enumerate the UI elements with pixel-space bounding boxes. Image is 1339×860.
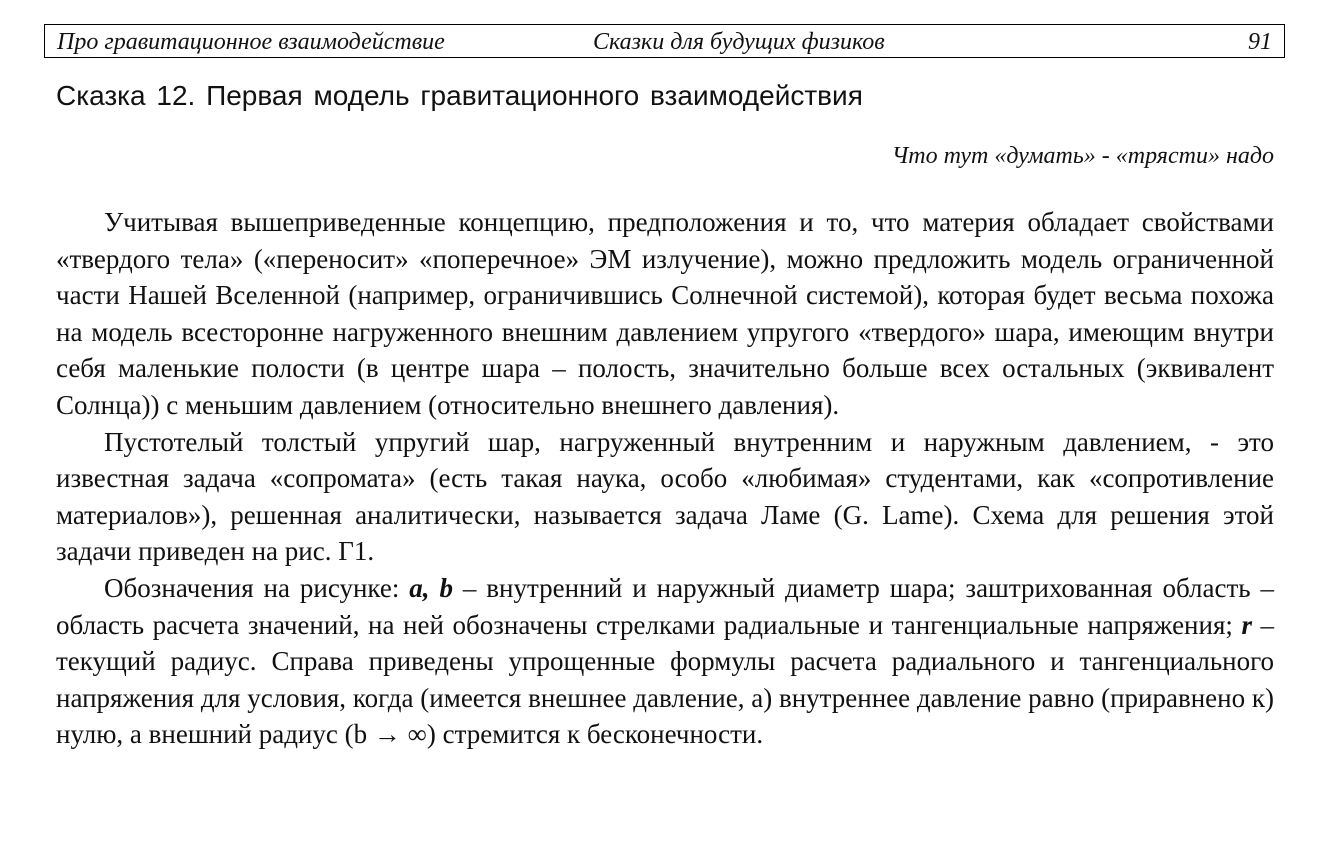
chapter-title: Сказка 12. Первая модель гравитационного взаимодействия: [56, 80, 863, 111]
variable-a: a,: [409, 572, 430, 603]
paragraph-3-space: [430, 573, 440, 603]
body-text: [56, 204, 1274, 753]
paragraph-3-lead: Обозначения на рисунке:: [104, 572, 410, 603]
header-page-number: 91: [1248, 29, 1272, 55]
running-header: [44, 24, 1285, 58]
header-book-title: Сказки для будущих физиков: [593, 29, 885, 55]
paragraph-3-middle: – внутренний и наружный диаметр шара; заштрихованная область – область расчета значений, на ней обозначены стрелками радиальные и тангенциальные напряжения;: [56, 572, 1275, 640]
paragraph-2: Пустотелый толстый упругий шар, нагруженный внутренним и наружным давлением, - это известная задача «сопромата» (есть такая наука, особо «любимая» студентами, как «сопротивление материалов»), решенная аналитически, называется задача Ламе (G. Lame). Схема для решения этой задачи приведен на рис. Г1.: [56, 426, 1274, 567]
variable-b: b: [439, 572, 453, 603]
epigraph: Что тут «думать» - «трясти» надо: [891, 143, 1274, 169]
paragraph-3-tail: – текущий радиус. Справа приведены упрощенные формулы расчета радиального и тангенциального напряжения для условия, когда (имеется внешнее давление, а) внутреннее давление равно (приравнено к) нулю, а внешний радиус (b → ∞) стремится к бесконечности.: [56, 609, 1275, 750]
header-section-title: Про гравитационное взаимодействие: [57, 29, 445, 55]
paragraph-3: [56, 570, 1274, 753]
paragraph-1: Учитывая вышеприведенные концепцию, предположения и то, что материя обладает свойствами «твердого тела» («переносит» «поперечное» ЭМ излучение), можно предложить модель ограниченной части Нашей Вселенной (например, ограничившись Солнечной системой), которая будет весьма похожа на модель всесторонне нагруженного внешним давлением упругого «твердого» шара, имеющим внутри себя маленькие полости (в центре шара – полость, значительно больше всех остальных (эквивалент Солнца)) с меньшим давлением (относительно внешнего давления).: [56, 207, 1274, 420]
variable-r: r: [1241, 609, 1252, 640]
